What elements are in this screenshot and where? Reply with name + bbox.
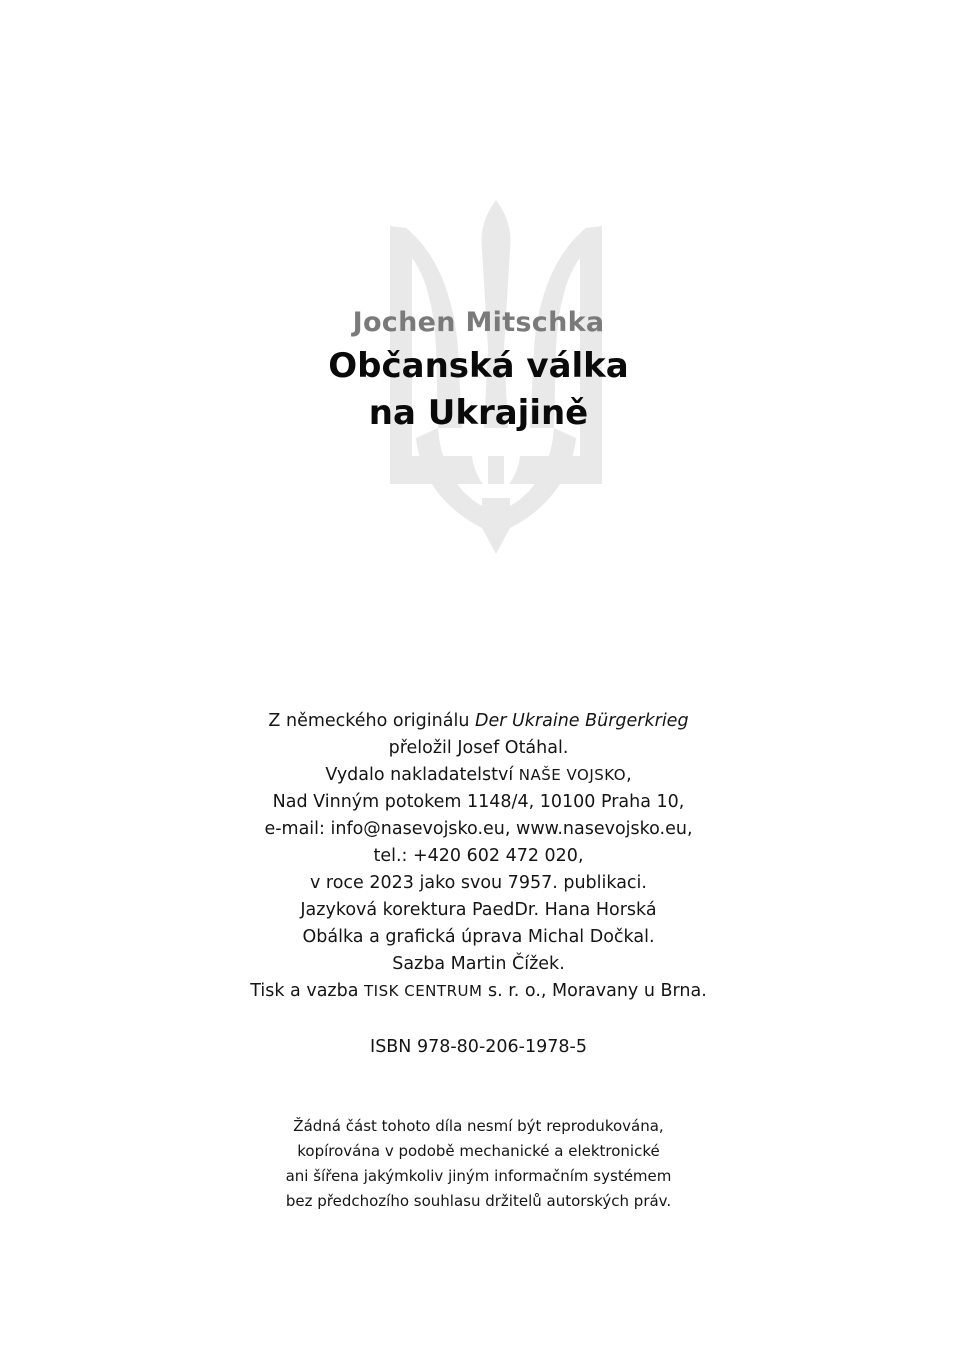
rights-line-4: bez předchozího souhlasu držitelů autorských práv.: [285, 1192, 672, 1210]
rights-line-2: kopírována v podobě mechanické a elektronické: [297, 1142, 660, 1160]
author-name: Jochen Mitschka: [352, 307, 605, 338]
rights-line-1: Žádná část tohoto díla nesmí být reprodukována,: [293, 1117, 664, 1135]
colophon-line-proofreading: Jazyková korektura PaedDr. Hana Horská: [300, 900, 657, 920]
colophon-line-printing: Tisk a vazba TISK CENTRUM s. r. o., Moravany u Brna.: [250, 981, 707, 1001]
printer-name: TISK CENTRUM: [364, 982, 483, 1000]
colophon-line-address: Nad Vinným potokem 1148/4, 10100 Praha 10,: [272, 792, 685, 812]
colophon-line-translator: přeložil Josef Otáhal.: [388, 738, 569, 758]
colophon: [0, 708, 957, 1005]
colophon-line-original: Z německého originálu Der Ukraine Bürgerkrieg: [268, 711, 689, 731]
rights-notice: [0, 1114, 957, 1214]
rights-line-3: ani šířena jakýmkoliv jiným informačním systémem: [285, 1167, 672, 1185]
colophon-line-design: Obálka a grafická úprava Michal Dočkal.: [302, 927, 655, 947]
colophon-line-contact: e-mail: info@nasevojsko.eu, www.nasevojsko.eu,: [264, 819, 693, 839]
book-title-line-1: Občanská válka: [328, 346, 629, 386]
colophon-line-phone: tel.: +420 602 472 020,: [373, 846, 584, 866]
colophon-line-year: v roce 2023 jako svou 7957. publikaci.: [310, 873, 647, 893]
colophon-line-publisher: Vydalo nakladatelství NAŠE VOJSKO,: [325, 765, 632, 785]
isbn: ISBN 978-80-206-1978-5: [370, 1037, 587, 1057]
title-block: [0, 303, 957, 437]
publisher-name: NAŠE VOJSKO: [518, 766, 627, 784]
colophon-line-typesetting: Sazba Martin Čížek.: [392, 954, 565, 974]
book-title-line-2: na Ukrajině: [368, 393, 589, 433]
original-title: Der Ukraine Bürgerkrieg: [474, 711, 689, 731]
